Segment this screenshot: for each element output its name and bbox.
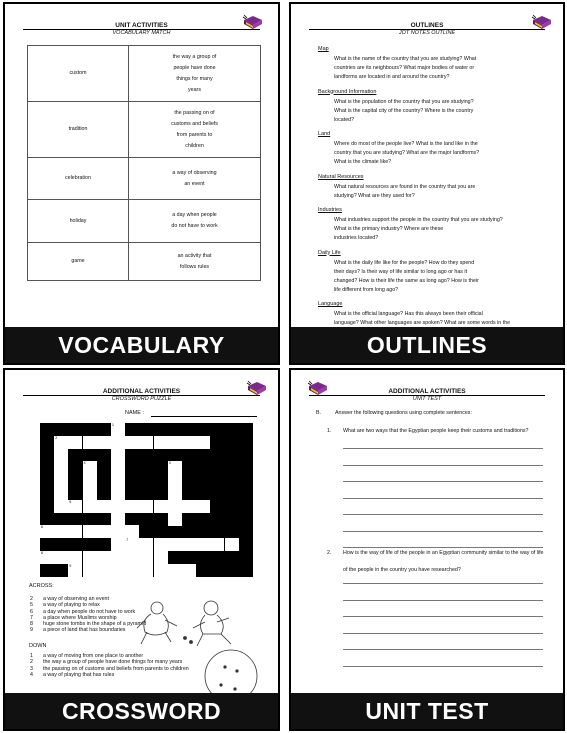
- crossword-cell[interactable]: [97, 500, 111, 513]
- outline-list: [318, 46, 558, 344]
- crossword-cell[interactable]: [68, 525, 82, 538]
- down-clues: [30, 653, 189, 678]
- crossword-cell[interactable]: [54, 551, 68, 564]
- outline-section: [318, 89, 558, 125]
- crossword-cell[interactable]: [168, 474, 182, 487]
- definition-line: the way a group of: [172, 53, 217, 60]
- banner-unit-test: UNIT TEST: [291, 693, 563, 729]
- outline-line: What is the capital city of the country? Where is the country: [334, 107, 474, 114]
- crossword-cell[interactable]: [182, 500, 196, 513]
- answer-line[interactable]: [343, 666, 543, 667]
- name-field[interactable]: [151, 416, 257, 417]
- question-number: 1.: [327, 428, 332, 434]
- clue-number: 2: [30, 659, 33, 666]
- outline-line: What industries support the people in the country that you are studying?: [334, 217, 503, 223]
- clue-number: 2: [30, 596, 33, 602]
- definition-line: follows rules: [179, 263, 210, 270]
- crossword-cell[interactable]: [196, 500, 210, 513]
- banner-vocabulary: VOCABULARY: [5, 327, 278, 363]
- outline-heading: Industries: [318, 207, 342, 213]
- crossword-cell[interactable]: [139, 538, 153, 551]
- page-title: OUTLINES: [410, 22, 444, 29]
- crossword-cell[interactable]: [97, 525, 111, 538]
- clue-item: [30, 672, 189, 678]
- outline-section: [318, 250, 558, 295]
- crossword-cell[interactable]: [139, 564, 153, 577]
- page-title: ADDITIONAL ACTIVITIES: [102, 388, 181, 395]
- outline-heading: Daily Life: [318, 249, 341, 256]
- crossword-cell[interactable]: [125, 525, 139, 538]
- outline-line: What is the population of the country that you are studying?: [334, 98, 474, 105]
- answer-line[interactable]: [343, 616, 543, 617]
- vocabulary-panel: [3, 2, 280, 365]
- outlines-panel: [289, 2, 565, 365]
- crossword-cell[interactable]: [54, 487, 68, 500]
- cell-number: 4: [83, 461, 86, 466]
- crossword-cell[interactable]: [210, 538, 224, 551]
- crossword-cell[interactable]: [111, 436, 125, 449]
- outline-line: located?: [334, 116, 355, 123]
- outline-section: [318, 46, 558, 82]
- answer-line[interactable]: [343, 547, 543, 548]
- crossword-grid: [40, 423, 253, 577]
- outline-line: studying? What are they used for?: [334, 192, 415, 199]
- definition-line: an event: [184, 180, 205, 187]
- crossword-cell[interactable]: [154, 436, 168, 449]
- outline-line: What is the climate like?: [334, 159, 392, 165]
- outline-heading: Language: [318, 301, 343, 307]
- question-number: 2.: [327, 550, 332, 556]
- table-row: [28, 200, 261, 243]
- vocab-definition: [129, 46, 261, 102]
- crossword-cell[interactable]: [54, 461, 68, 474]
- crossword-cell[interactable]: [154, 500, 168, 513]
- crossword-cell[interactable]: [97, 551, 111, 564]
- crossword-cell[interactable]: [83, 500, 97, 513]
- crossword-cell[interactable]: [168, 436, 182, 449]
- cell-number: 7: [126, 538, 129, 543]
- answer-line[interactable]: [343, 465, 543, 466]
- definition-line: years: [188, 86, 201, 93]
- definition-line: things for many: [176, 75, 213, 82]
- crossword-cell[interactable]: [182, 436, 196, 449]
- definition-line: an activity that: [177, 252, 212, 259]
- crossword-cell[interactable]: [196, 436, 210, 449]
- outline-body: [318, 183, 558, 201]
- crossword-cell[interactable]: [168, 564, 182, 577]
- page-subtitle: VOCABULARY MATCH: [112, 30, 171, 36]
- outline-section: [318, 207, 558, 243]
- outline-body: [318, 140, 558, 167]
- outline-heading: Natural Resources: [318, 173, 364, 180]
- clue-item: [30, 627, 146, 633]
- down-heading: DOWN: [29, 643, 47, 649]
- crossword-cell[interactable]: [139, 500, 153, 513]
- outline-line: countries are its neighbours? What major bodies of water or: [334, 65, 475, 71]
- crossword-cell[interactable]: [83, 436, 97, 449]
- answer-line[interactable]: [343, 531, 543, 532]
- answer-line[interactable]: [343, 649, 543, 650]
- crossword-cell[interactable]: [83, 474, 97, 487]
- vocabulary-table: [27, 45, 261, 281]
- answer-line[interactable]: [343, 448, 543, 449]
- table-row: [28, 102, 261, 158]
- page-subtitle: CROSSWORD PUZZLE: [111, 396, 172, 402]
- answer-line[interactable]: [343, 481, 543, 482]
- crossword-cell[interactable]: [111, 461, 125, 474]
- answer-line[interactable]: [343, 600, 543, 601]
- outline-line: industries located?: [334, 235, 379, 241]
- crossword-cell[interactable]: [111, 538, 125, 551]
- outline-line: language? What other languages are spoken? What are some words in the: [334, 320, 511, 326]
- table-row: [28, 243, 261, 281]
- cell-number: 2: [55, 435, 58, 440]
- table-row: [28, 46, 261, 102]
- clue-text: the passing on of customs and beliefs from parents to children: [43, 665, 189, 672]
- question-text: of the people in the country you have researched?: [343, 567, 461, 573]
- crossword-cell[interactable]: [83, 525, 97, 538]
- unit-test-panel: [289, 368, 565, 731]
- clue-text: a way of playing to relax: [43, 602, 100, 609]
- crossword-cell[interactable]: [83, 487, 97, 500]
- definition-line: the passing on of: [174, 109, 215, 116]
- crossword-cell[interactable]: [111, 513, 125, 526]
- clue-number: 9: [30, 627, 33, 634]
- outline-section: [318, 131, 558, 167]
- vocab-term: game: [28, 243, 129, 281]
- vocab-definition: [129, 243, 261, 281]
- question-text: How is the way of life of the people in an Egyptian community similar to the way of life: [343, 550, 544, 556]
- outline-line: landforms are located in and around the country?: [334, 74, 450, 80]
- outline-heading: Land: [318, 131, 331, 137]
- crossword-cell[interactable]: [154, 538, 168, 551]
- crossword-cell[interactable]: [111, 500, 125, 513]
- crossword-cell[interactable]: [125, 564, 139, 577]
- cell-number: 3: [168, 461, 171, 466]
- banner-crossword: CROSSWORD: [5, 693, 278, 729]
- crossword-cell[interactable]: [111, 474, 125, 487]
- page-title: ADDITIONAL ACTIVITIES: [388, 388, 466, 395]
- outline-heading: Background Information: [318, 88, 377, 95]
- crossword-cell[interactable]: [111, 525, 125, 538]
- crossword-cell[interactable]: [168, 500, 182, 513]
- vocab-definition: [129, 102, 261, 158]
- crossword-cell[interactable]: [125, 551, 139, 564]
- children-playing-illustration: [135, 598, 250, 653]
- cell-number: 5: [69, 499, 72, 504]
- cell-number: 8: [41, 551, 43, 555]
- outline-section: [318, 174, 558, 201]
- clue-number: 4: [30, 671, 33, 678]
- definition-line: children: [185, 142, 204, 149]
- instruction-text: Answer the following questions using complete sentences:: [335, 410, 472, 416]
- crossword-cell[interactable]: [111, 551, 125, 564]
- clue-number: 5: [30, 602, 33, 609]
- clue-text: a way of observing an event: [43, 596, 109, 602]
- definition-line: customs and beliefs: [171, 120, 218, 127]
- crossword-cell[interactable]: [54, 449, 68, 462]
- clue-text: a piece of land that has boundaries: [43, 627, 126, 634]
- clue-number: 3: [30, 665, 33, 672]
- answer-line[interactable]: [343, 498, 543, 499]
- crossword-cell[interactable]: [54, 500, 68, 513]
- crossword-cell[interactable]: [168, 487, 182, 500]
- outline-line: What natural resources are found in the country that you are: [334, 183, 476, 190]
- outline-body: [318, 55, 558, 82]
- outline-line: their days? Is their way of life similar to long ago or has it: [334, 268, 468, 275]
- outline-line: life different from long ago?: [334, 286, 399, 293]
- crossword-panel: [3, 368, 280, 731]
- crossword-cell[interactable]: [54, 474, 68, 487]
- outline-body: [318, 259, 558, 295]
- clue-text: huge stone tombs in the shape of a pyramid: [43, 621, 147, 628]
- crossword-cell[interactable]: [125, 436, 139, 449]
- page-title: UNIT ACTIVITIES: [115, 22, 168, 29]
- crossword-cell[interactable]: [68, 436, 82, 449]
- name-label: NAME :: [125, 410, 144, 416]
- outline-line: changed? How is their life the same as long ago? How is their: [334, 277, 479, 284]
- answer-line[interactable]: [343, 514, 543, 515]
- cell-number: 6: [41, 525, 43, 530]
- clue-text: a way of playing that has rules: [43, 671, 115, 678]
- outline-body: [318, 98, 558, 125]
- crossword-cell[interactable]: [139, 551, 153, 564]
- vocab-definition: [129, 158, 261, 200]
- definition-line: from parents to: [176, 131, 213, 138]
- crossword-cell[interactable]: [154, 551, 168, 564]
- across-heading: ACROSS:: [29, 583, 54, 589]
- outline-line: What is the daily life like for the people? How do they spend: [334, 259, 475, 266]
- crossword-cell[interactable]: [97, 564, 111, 577]
- crossword-cell[interactable]: [83, 564, 97, 577]
- banner-outlines: OUTLINES: [291, 327, 563, 363]
- across-clues: [30, 596, 146, 634]
- answer-line[interactable]: [343, 583, 543, 584]
- definition-line: do not have to work: [171, 223, 218, 229]
- clue-text: a day when people do not have to work: [43, 608, 136, 615]
- vocab-term: holiday: [28, 200, 129, 243]
- answer-line[interactable]: [343, 633, 543, 634]
- crossword-cell[interactable]: [168, 538, 182, 551]
- crossword-cell[interactable]: [111, 449, 125, 462]
- crossword-cell[interactable]: [154, 564, 168, 577]
- crossword-cell[interactable]: [139, 436, 153, 449]
- question-text: What are two ways that the Egyptian people keep their customs and traditions?: [343, 428, 529, 434]
- clue-number: 6: [30, 608, 33, 615]
- vocab-term: tradition: [28, 102, 129, 158]
- crossword-cell[interactable]: [111, 487, 125, 500]
- outline-line: What is the primary industry? Where are these: [334, 226, 444, 232]
- cell-number: 9: [69, 563, 72, 568]
- outline-body: [318, 216, 558, 243]
- crossword-cell[interactable]: [125, 500, 139, 513]
- section-letter: B.: [316, 410, 322, 416]
- outline-line: country that you are studying? What are the major landforms?: [334, 150, 480, 156]
- crossword-cell[interactable]: [182, 564, 196, 577]
- cell-number: 1: [112, 423, 114, 427]
- outline-line: Where do most of the people live? What is the land like in the: [334, 141, 478, 147]
- crossword-cell[interactable]: [97, 436, 111, 449]
- crossword-cell[interactable]: [111, 564, 125, 577]
- clue-number: 7: [30, 614, 33, 621]
- definition-line: a way of observing: [172, 169, 217, 176]
- clue-number: 8: [30, 621, 33, 628]
- clue-number: 1: [30, 653, 33, 659]
- crossword-cell[interactable]: [68, 551, 82, 564]
- definition-line: a day when people: [172, 212, 217, 218]
- crossword-cell[interactable]: [196, 538, 210, 551]
- crossword-cell[interactable]: [225, 538, 239, 551]
- crossword-cell[interactable]: [54, 525, 68, 538]
- outline-line: What is the name of the country that you are studying? What: [334, 56, 477, 62]
- outline-heading: Map: [318, 46, 329, 52]
- vocab-definition: [129, 200, 261, 243]
- definition-line: people have done: [173, 64, 216, 71]
- crossword-cell[interactable]: [182, 538, 196, 551]
- page-subtitle: JOT NOTES OUTLINE: [398, 30, 456, 36]
- clue-text: the way a group of people have done things for many years: [43, 659, 183, 666]
- vocab-term: celebration: [28, 158, 129, 200]
- outline-line: What is the official language? Has this always been their official: [334, 311, 483, 317]
- vocab-term: custom: [28, 46, 129, 102]
- crossword-cell[interactable]: [83, 551, 97, 564]
- clue-text: a place where Muslims worship: [43, 614, 117, 621]
- table-row: [28, 158, 261, 200]
- clue-text: a way of moving from one place to another: [43, 653, 144, 659]
- crossword-cell[interactable]: [168, 513, 182, 526]
- page-subtitle: UNIT TEST: [412, 396, 442, 402]
